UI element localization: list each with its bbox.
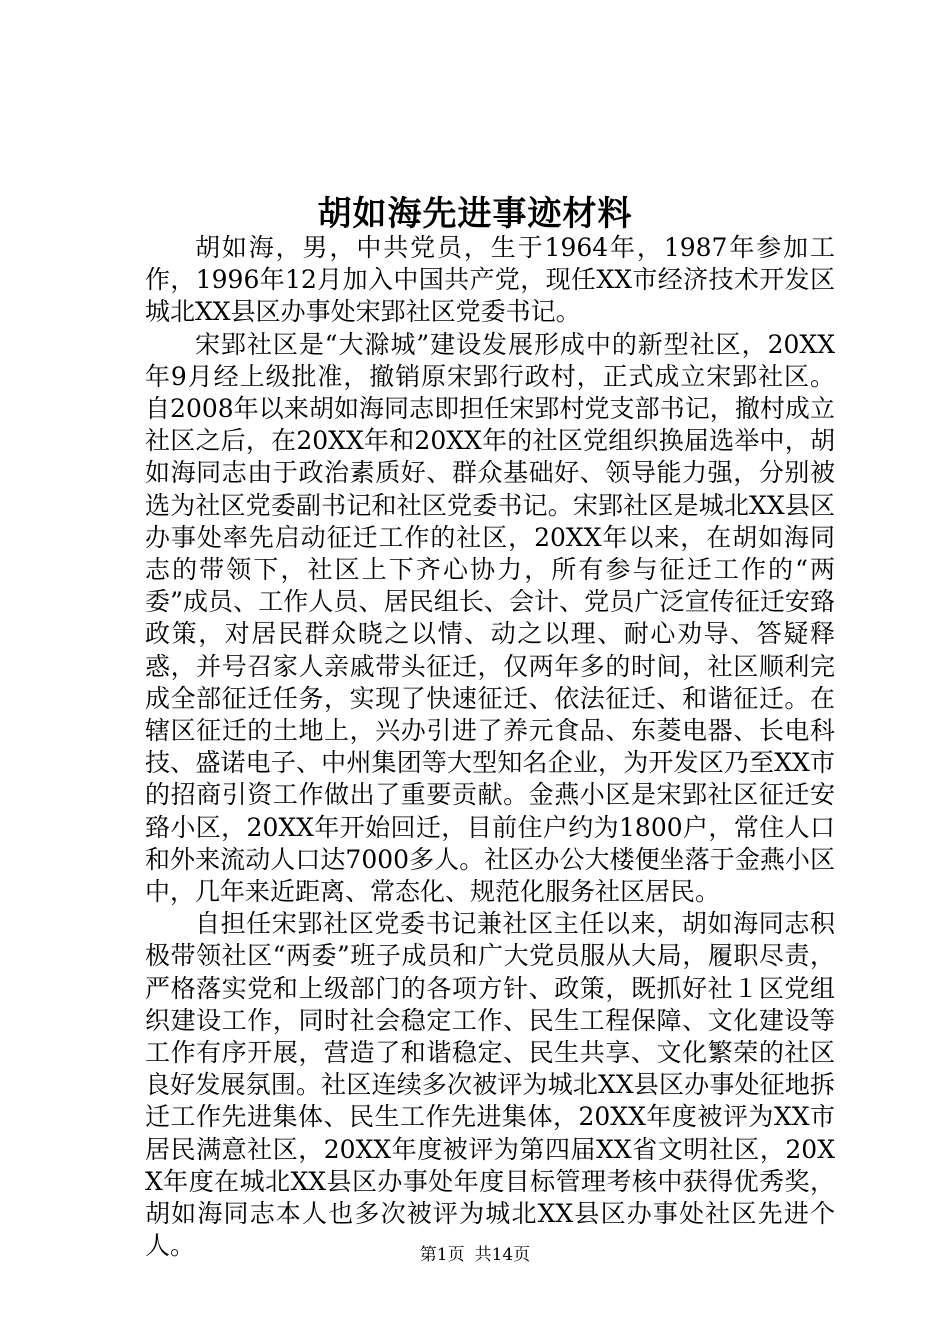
document-title: 胡如海先进事迹材料 <box>317 194 633 234</box>
page-footer <box>0 1240 950 1265</box>
page-number: 第1页 <box>419 1245 465 1265</box>
paragraph-2: 宋郢社区是“大滁城”建设发展形成中的新型社区，20XX年9月经上级批准，撤销原宋郢行政村，正式成立宋郢社区。自2008年以来胡如海同志即担任宋郢村党支部书记，撤村成立社区之后，在20XX年和20XX年的社区党组织换届选举中，胡如海同志由于政治素质好、群众基础好、领导能力强，分别被选为社区党委副书记和社区党委书记。宋郢社区是城北XX县区办事处率先启动征迁工作的社区，20XX年以来，在胡如海同志的带领下，社区上下齐心协力，所有参与征迁工作的“两委”成员、工作人员、居民组长、会计、党员广泛宣传征迁安臵政策，对居民群众晓之以情、动之以理、耐心劝导、答疑释惑，并号召家人亲戚带头征迁，仅两年多的时间，社区顺利完成全部征迁任务，实现了快速征迁、依法征迁、和谐征迁。在辖区征迁的土地上，兴办引进了养元食品、东菱电器、长电科技、盛诺电子、中州集团等大型知名企业，为开发区乃至XX市的招商引资工作做出了重要贡献。金燕小区是宋郢社区征迁安臵小区，20XX年开始回迁，目前住户约为1800户，常住人口和外来流动人口达7000多人。社区办公大楼便坐落于金燕小区中，几年来近距离、常态化、规范化服务社区居民。 <box>145 329 835 907</box>
page-total: 共14页 <box>474 1245 531 1265</box>
paragraph-1: 胡如海，男，中共党员，生于1964年，1987年参加工作，1996年12月加入中国共产党，现任XX市经济技术开发区城北XX县区办事处宋郢社区党委书记。 <box>145 233 835 327</box>
paragraph-3: 自担任宋郢社区党委书记兼社区主任以来，胡如海同志积极带领社区“两委”班子成员和广大党员服从大局，履职尽责，严格落实党和上级部门的各项方针、政策，既抓好社１区党组织建设工作，同时社会稳定工作、民生工程保障、文化建设等工作有序开展，营造了和谐稳定、民生共享、文化繁荣的社区良好发展氛围。社区连续多次被评为城北XX县区办事处征地拆迁工作先进集体、民生工作先进集体，20XX年度被评为XX市居民满意社区，20XX年度被评为第四届XX省文明社区，20XX年度在城北XX县区办事处年度目标管理考核中获得优秀奖，胡如海同志本人也多次被评为城北XX县区办事处社区先进个人。 <box>145 909 835 1261</box>
document-body <box>145 232 835 1263</box>
